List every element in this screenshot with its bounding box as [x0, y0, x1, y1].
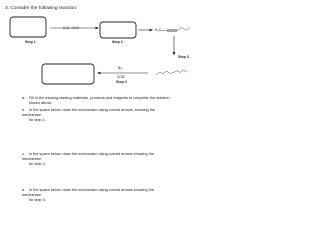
- part-b-line2: for step 1.: [29, 117, 46, 122]
- part-d: [22, 188, 172, 202]
- part-b-line1: In the space below, draw the mechanism using curved arrows, showing the mechanism: [22, 108, 155, 117]
- step1-reagent: H₃C—C≡C⁻: [63, 26, 81, 30]
- part-c-line2: for step 2.: [29, 161, 46, 166]
- step3-product-structure: [156, 70, 187, 75]
- step3-arrowhead: [173, 52, 176, 56]
- part-a-letter: a.: [22, 96, 26, 100]
- part-d-letter: d.: [22, 188, 26, 192]
- reaction-scheme: [0, 0, 200, 110]
- step4-label: Step 4: [116, 80, 127, 84]
- br2-reagent: Br₂: [118, 66, 123, 70]
- part-c-line1: In the space below, draw the mechanism using curved arrows showing the mechanism: [22, 152, 154, 161]
- step2-arrowhead: [150, 29, 154, 32]
- question-title: 3. Consider the following reaction:: [5, 6, 78, 11]
- step1-label: Step 1: [25, 40, 36, 44]
- part-a: [22, 96, 172, 106]
- part-c-letter: c.: [22, 152, 25, 156]
- part-d-line2: for step 4.: [29, 197, 46, 202]
- step4-arrowhead: [97, 72, 101, 75]
- part-b-letter: b.: [22, 108, 26, 112]
- part-a-line1: Fill in the missing starting materials, products and reagents to complete the reaction: [29, 96, 170, 100]
- step2-product-label: H₃C: [155, 28, 162, 32]
- dcm-reagent: DCM: [117, 75, 125, 79]
- step1-arrowhead: [96, 27, 100, 30]
- final-product-box: [42, 64, 94, 84]
- part-a-line2: shown above.: [29, 100, 53, 105]
- step2-product-structure: [161, 27, 190, 31]
- part-d-line1: In the space below, draw the mechanism using curved arrows showing the mechanism: [22, 188, 154, 197]
- step2-label: Step 2: [112, 40, 123, 44]
- intermediate-box: [100, 22, 136, 38]
- part-c: [22, 152, 172, 166]
- starting-material-box: [10, 17, 46, 37]
- part-b: [22, 108, 172, 122]
- step3-label: Step 3: [178, 55, 189, 59]
